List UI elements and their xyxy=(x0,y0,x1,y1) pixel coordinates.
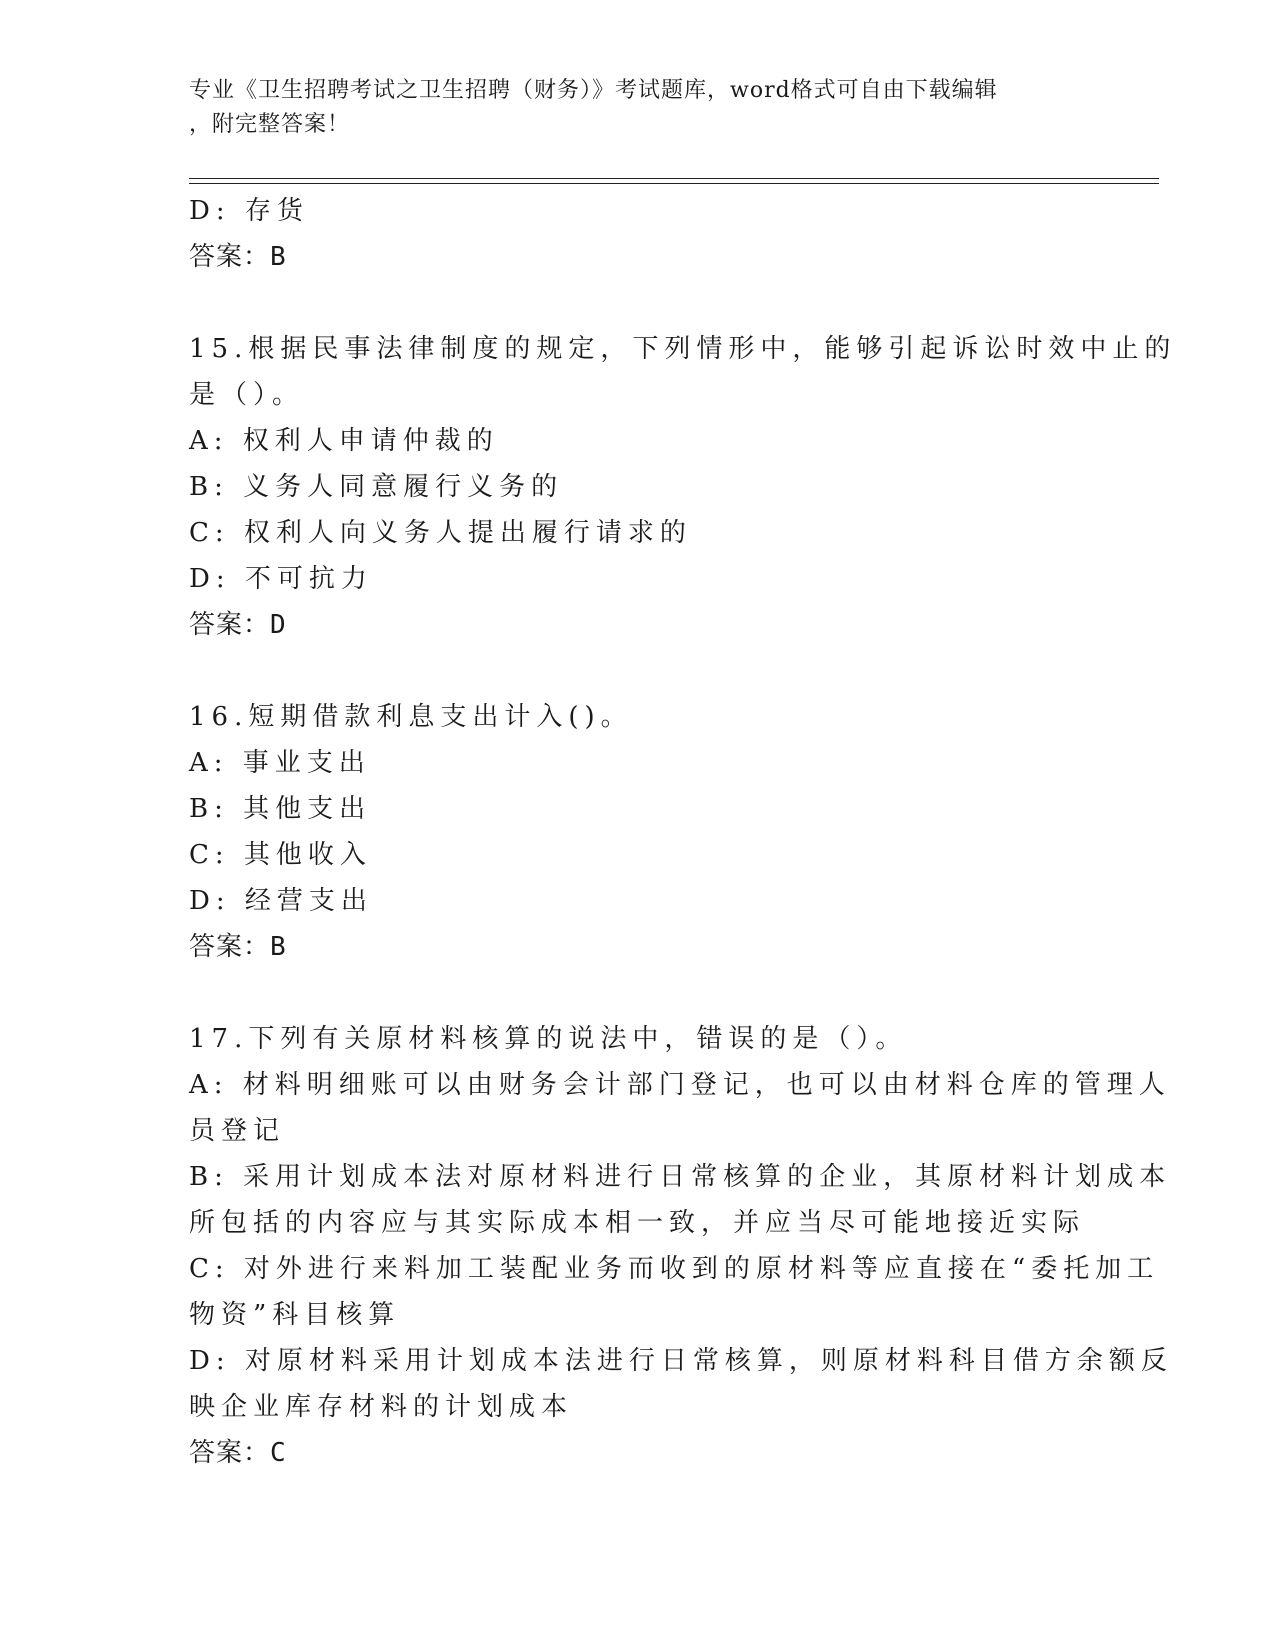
option-b: B: 其他支出 xyxy=(189,794,372,824)
option-a-cont: 员登记 xyxy=(189,1116,286,1146)
previous-question-tail xyxy=(189,188,1089,280)
option-c: C: 权利人向义务人提出履行请求的 xyxy=(189,518,692,548)
option-a: A: 事业支出 xyxy=(189,748,371,778)
answer-label: 答案： xyxy=(189,932,271,962)
answer-label: 答案： xyxy=(189,242,271,272)
question-gap xyxy=(189,648,1089,694)
header-divider-bottom xyxy=(189,183,1159,184)
question-gap xyxy=(189,280,1089,326)
answer-line xyxy=(189,1430,1089,1476)
question-17 xyxy=(189,1016,1173,1476)
option-d: D: 存货 xyxy=(189,196,309,226)
question-stem: 15.根据民事法律制度的规定，下列情形中，能够引起诉讼时效中止的 xyxy=(189,334,1177,364)
question-gap xyxy=(189,970,1089,1016)
answer-line xyxy=(189,924,1089,970)
option-d: D: 不可抗力 xyxy=(189,564,373,594)
question-stem: 16.短期借款利息支出计入()。 xyxy=(189,702,633,732)
question-16 xyxy=(189,694,1089,970)
question-stem-cont: 是（）。 xyxy=(189,380,305,410)
option-b: B: 义务人同意履行义务的 xyxy=(189,472,564,502)
option-d: D: 经营支出 xyxy=(189,886,373,916)
question-stem: 17.下列有关原材料核算的说法中，错误的是（）。 xyxy=(189,1024,908,1054)
option-d-cont: 映企业库存材料的计划成本 xyxy=(189,1392,574,1422)
answer-key: D xyxy=(270,610,287,640)
option-c-cont: 物资”科目核算 xyxy=(189,1300,401,1330)
option-c: C: 其他收入 xyxy=(189,840,372,870)
option-a: A: 权利人申请仲裁的 xyxy=(189,426,499,456)
option-b-cont: 所包括的内容应与其实际成本相一致，并应当尽可能地接近实际 xyxy=(189,1208,1086,1238)
option-a: A: 材料明细账可以由财务会计部门登记，也可以由材料仓库的管理人 xyxy=(189,1070,1171,1100)
answer-label: 答案： xyxy=(189,1438,271,1468)
header-divider-top xyxy=(189,178,1159,179)
header-line-1: 专业《卫生招聘考试之卫生招聘（财务）》考试题库，word格式可自由下载编辑 xyxy=(189,78,998,103)
answer-key: B xyxy=(270,932,287,962)
answer-label: 答案： xyxy=(189,610,271,640)
option-c: C: 对外进行来料加工装配业务而收到的原材料等应直接在“委托加工 xyxy=(189,1254,1160,1284)
answer-key: C xyxy=(270,1438,287,1468)
question-15 xyxy=(189,326,1177,648)
answer-key: B xyxy=(270,242,287,272)
header-line-2: ，附完整答案！ xyxy=(189,112,351,137)
document-header xyxy=(189,74,1089,142)
question-list xyxy=(189,188,1177,1476)
answer-line xyxy=(189,602,1089,648)
option-d: D: 对原材料采用计划成本法进行日常核算，则原材料科目借方余额反 xyxy=(189,1346,1173,1376)
answer-line xyxy=(189,234,1089,280)
option-b: B: 采用计划成本法对原材料进行日常核算的企业，其原材料计划成本 xyxy=(189,1162,1172,1192)
